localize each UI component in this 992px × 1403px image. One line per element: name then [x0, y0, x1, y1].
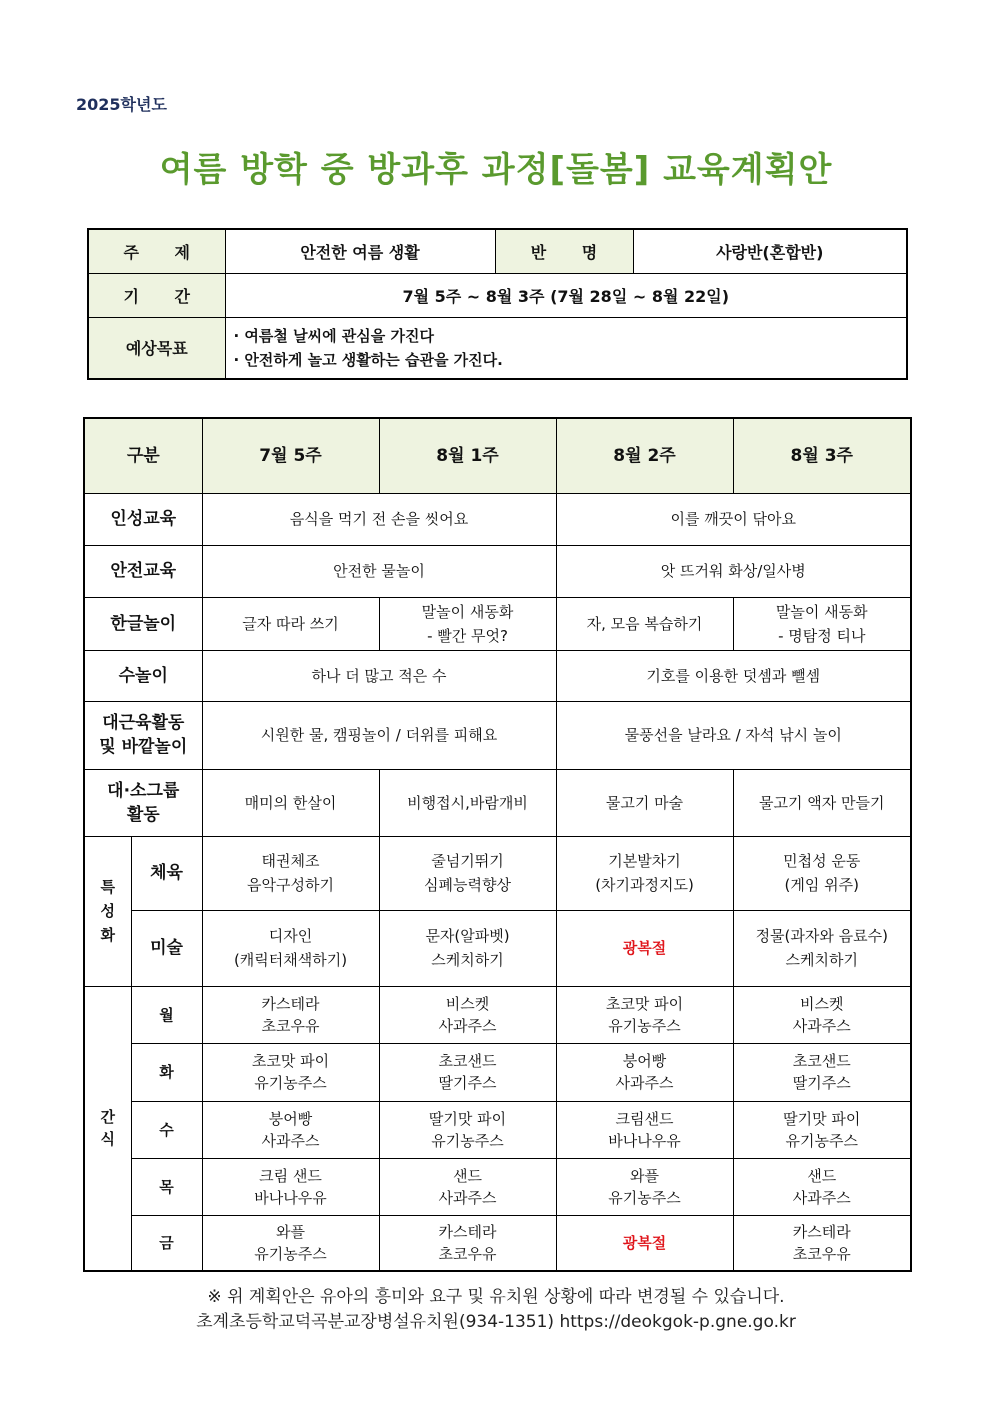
snack-cell — [733, 1158, 911, 1215]
snack-cell — [556, 1158, 733, 1215]
row-label-art: 미술 — [131, 910, 202, 986]
school-year: 2025학년도 — [76, 95, 167, 114]
cell-line: 유기농주스 — [254, 1074, 327, 1092]
row-label-character: 인성교육 — [84, 493, 202, 545]
hangul-week-2 — [379, 597, 556, 650]
hangul-week-3: 자, 모음 복습하기 — [556, 597, 733, 650]
pe-week-1 — [202, 836, 379, 910]
snack-cell — [202, 1158, 379, 1215]
snack-cell — [379, 986, 556, 1043]
goals-label: 예상목표 — [88, 317, 225, 379]
cell-line: 문자(알파벳) — [425, 927, 510, 945]
pe-week-3 — [556, 836, 733, 910]
snack-label — [84, 986, 131, 1271]
hangul-week-1: 글자 따라 쓰기 — [202, 597, 379, 650]
snack-holiday: 광복절 — [556, 1215, 733, 1271]
outdoor-weeks-1-2: 시원한 물, 캠핑놀이 / 더위를 피해요 — [202, 701, 556, 769]
special-label — [84, 836, 131, 986]
row-label-hangul: 한글놀이 — [84, 597, 202, 650]
cell-line: 사과주스 — [438, 1016, 497, 1035]
cell-line: 초코맛 파이 — [605, 994, 684, 1013]
row-label-safety: 안전교육 — [84, 545, 202, 597]
math-weeks-3-4: 기호를 이용한 덧셈과 뺄셈 — [556, 650, 911, 701]
cell-line: 와플 — [630, 1166, 659, 1185]
cell-line: 태권체조 — [261, 852, 320, 870]
cell-line: 딸기맛 파이 — [428, 1109, 507, 1128]
snack-day: 금 — [131, 1215, 202, 1271]
cell-line: 바나나우유 — [608, 1131, 681, 1150]
cell-line: 카스테라 — [438, 1222, 497, 1241]
snack-cell — [556, 986, 733, 1043]
header-week: 8월 1주 — [379, 418, 556, 493]
hangul-week-4 — [733, 597, 911, 650]
cell-line: 사과주스 — [792, 1188, 851, 1207]
cell-line: 비스켓 — [445, 994, 490, 1013]
math-weeks-1-2: 하나 더 많고 적은 수 — [202, 650, 556, 701]
cell-line: 샌드 — [453, 1166, 482, 1185]
cell-line: 유기농주스 — [608, 1188, 681, 1207]
cell-line: 샌드 — [807, 1166, 837, 1185]
snack-cell — [733, 986, 911, 1043]
cell-line: 활동 — [126, 804, 160, 825]
snack-cell — [202, 986, 379, 1043]
art-week-2 — [379, 910, 556, 986]
cell-line: 붕어빵 — [622, 1052, 667, 1070]
cell-line: 말놀이 새동화 — [775, 602, 868, 621]
art-week-1 — [202, 910, 379, 986]
cell-line: 붕어빵 — [268, 1109, 313, 1128]
cell-line: 비스켓 — [800, 994, 844, 1013]
goal-item: · 안전하게 놀고 생활하는 습관을 가진다. — [233, 350, 503, 369]
cell-line: 초코우유 — [438, 1244, 497, 1263]
cell-line: 크림 샌드 — [259, 1166, 322, 1185]
snack-day: 목 — [131, 1158, 202, 1215]
subject-label: 주 제 — [88, 229, 225, 273]
pe-week-2 — [379, 836, 556, 910]
footnote-contact: 초계초등학교덕곡분교장병설유치원(934-1351) https://deokgok-p.gne.go.kr — [196, 1312, 796, 1332]
cell-line: - 빨간 무엇? — [427, 626, 508, 645]
cell-line: 민첩성 운동 — [783, 852, 861, 870]
cell-line: 사과주스 — [792, 1016, 851, 1035]
goal-item: · 여름철 날씨에 관심을 가진다 — [233, 326, 434, 345]
cell-line: (게임 위주) — [784, 876, 859, 894]
character-weeks-1-2: 음식을 먹기 전 손을 씻어요 — [202, 493, 556, 545]
safety-weeks-1-2: 안전한 물놀이 — [202, 545, 556, 597]
cell-line: 초코샌드 — [792, 1052, 851, 1070]
header-week: 8월 3주 — [733, 418, 911, 493]
goals-list — [225, 317, 907, 379]
vlabel-char: 성 — [100, 902, 115, 920]
cell-line: 기본발차기 — [608, 852, 681, 870]
cell-line: 디자인 — [268, 927, 313, 945]
cell-line: 줄넘기뛰기 — [431, 852, 504, 870]
period-label: 기 간 — [88, 273, 225, 317]
row-label-outdoor — [84, 701, 202, 769]
cell-line: 및 바깥놀이 — [99, 737, 188, 757]
snack-cell — [379, 1043, 556, 1101]
snack-cell — [556, 1101, 733, 1158]
cell-line: 대근육활동 — [102, 713, 185, 733]
row-label-pe: 체육 — [131, 836, 202, 910]
snack-cell — [202, 1215, 379, 1271]
cell-line: 초코샌드 — [438, 1052, 497, 1070]
row-label-group — [84, 769, 202, 836]
snack-day: 월 — [131, 986, 202, 1043]
info-table — [87, 228, 908, 380]
cell-line: 유기농주스 — [785, 1131, 858, 1150]
snack-cell — [202, 1101, 379, 1158]
cell-line: (캐릭터채색하기) — [233, 951, 348, 969]
cell-line: 딸기주스 — [438, 1074, 497, 1092]
cell-line: 사과주스 — [261, 1131, 320, 1150]
cell-line: 크림샌드 — [615, 1109, 674, 1128]
snack-cell — [733, 1215, 911, 1271]
cell-line: 정물(과자와 음료수) — [755, 927, 888, 945]
cell-line: 대·소그룹 — [107, 780, 180, 801]
cell-line: 초코우유 — [261, 1016, 320, 1035]
cell-line: 바나나우유 — [254, 1188, 327, 1207]
class-value: 사랑반(혼합반) — [633, 229, 907, 273]
snack-cell — [379, 1101, 556, 1158]
snack-cell — [379, 1158, 556, 1215]
cell-line: 딸기맛 파이 — [783, 1109, 861, 1128]
group-week-3: 물고기 마술 — [556, 769, 733, 836]
cell-line: 유기농주스 — [608, 1016, 681, 1035]
art-week-3-holiday: 광복절 — [556, 910, 733, 986]
row-label-math: 수놀이 — [84, 650, 202, 701]
cell-line: 초코우유 — [792, 1244, 851, 1263]
cell-line: (차기과정지도) — [595, 876, 694, 894]
snack-day: 화 — [131, 1043, 202, 1101]
footnote — [0, 1285, 992, 1335]
character-weeks-3-4: 이를 깨끗이 닦아요 — [556, 493, 911, 545]
cell-line: 카스테라 — [261, 994, 320, 1013]
class-label: 반 명 — [495, 229, 633, 273]
vlabel-char: 간 — [100, 1108, 115, 1127]
header-week: 8월 2주 — [556, 418, 733, 493]
cell-line: 유기농주스 — [431, 1131, 504, 1150]
outdoor-weeks-3-4: 물풍선을 날라요 / 자석 낚시 놀이 — [556, 701, 911, 769]
cell-line: 사과주스 — [438, 1188, 497, 1207]
page-title: 여름 방학 중 방과후 과정[돌봄] 교육계획안 — [159, 150, 833, 190]
snack-cell — [733, 1101, 911, 1158]
vlabel-char: 특 — [100, 878, 115, 896]
cell-line: 와플 — [276, 1222, 305, 1241]
group-week-1: 매미의 한살이 — [202, 769, 379, 836]
cell-line: 딸기주스 — [792, 1074, 851, 1092]
cell-line: 음악구성하기 — [247, 876, 334, 894]
snack-cell — [379, 1215, 556, 1271]
snack-cell — [202, 1043, 379, 1101]
header-category: 구분 — [84, 418, 202, 493]
cell-line: 스케치하기 — [785, 951, 858, 969]
pe-week-4 — [733, 836, 911, 910]
snack-cell — [556, 1043, 733, 1101]
footnote-notice: ※ 위 계획안은 유아의 흥미와 요구 및 유치원 상황에 따라 변경될 수 있습니다. — [207, 1287, 785, 1307]
cell-line: 사과주스 — [615, 1074, 674, 1092]
safety-weeks-3-4: 앗 뜨거워 화상/일사병 — [556, 545, 911, 597]
snack-cell — [733, 1043, 911, 1101]
group-week-2: 비행접시,바람개비 — [379, 769, 556, 836]
cell-line: 유기농주스 — [254, 1244, 327, 1263]
subject-value: 안전한 여름 생활 — [225, 229, 495, 273]
art-week-4 — [733, 910, 911, 986]
vlabel-char: 화 — [100, 926, 115, 944]
cell-line: 말놀이 새동화 — [421, 602, 514, 621]
group-week-4: 물고기 액자 만들기 — [733, 769, 911, 836]
vlabel-char: 식 — [100, 1130, 115, 1149]
cell-line: 초코맛 파이 — [251, 1052, 330, 1070]
cell-line: - 명탐정 티나 — [778, 626, 866, 645]
plan-table — [83, 417, 912, 1272]
period-value: 7월 5주 ~ 8월 3주 (7월 28일 ~ 8월 22일) — [225, 273, 907, 317]
cell-line: 심폐능력향상 — [424, 876, 511, 894]
cell-line: 스케치하기 — [431, 951, 504, 969]
snack-day: 수 — [131, 1101, 202, 1158]
cell-line: 카스테라 — [792, 1222, 851, 1241]
header-week: 7월 5주 — [202, 418, 379, 493]
